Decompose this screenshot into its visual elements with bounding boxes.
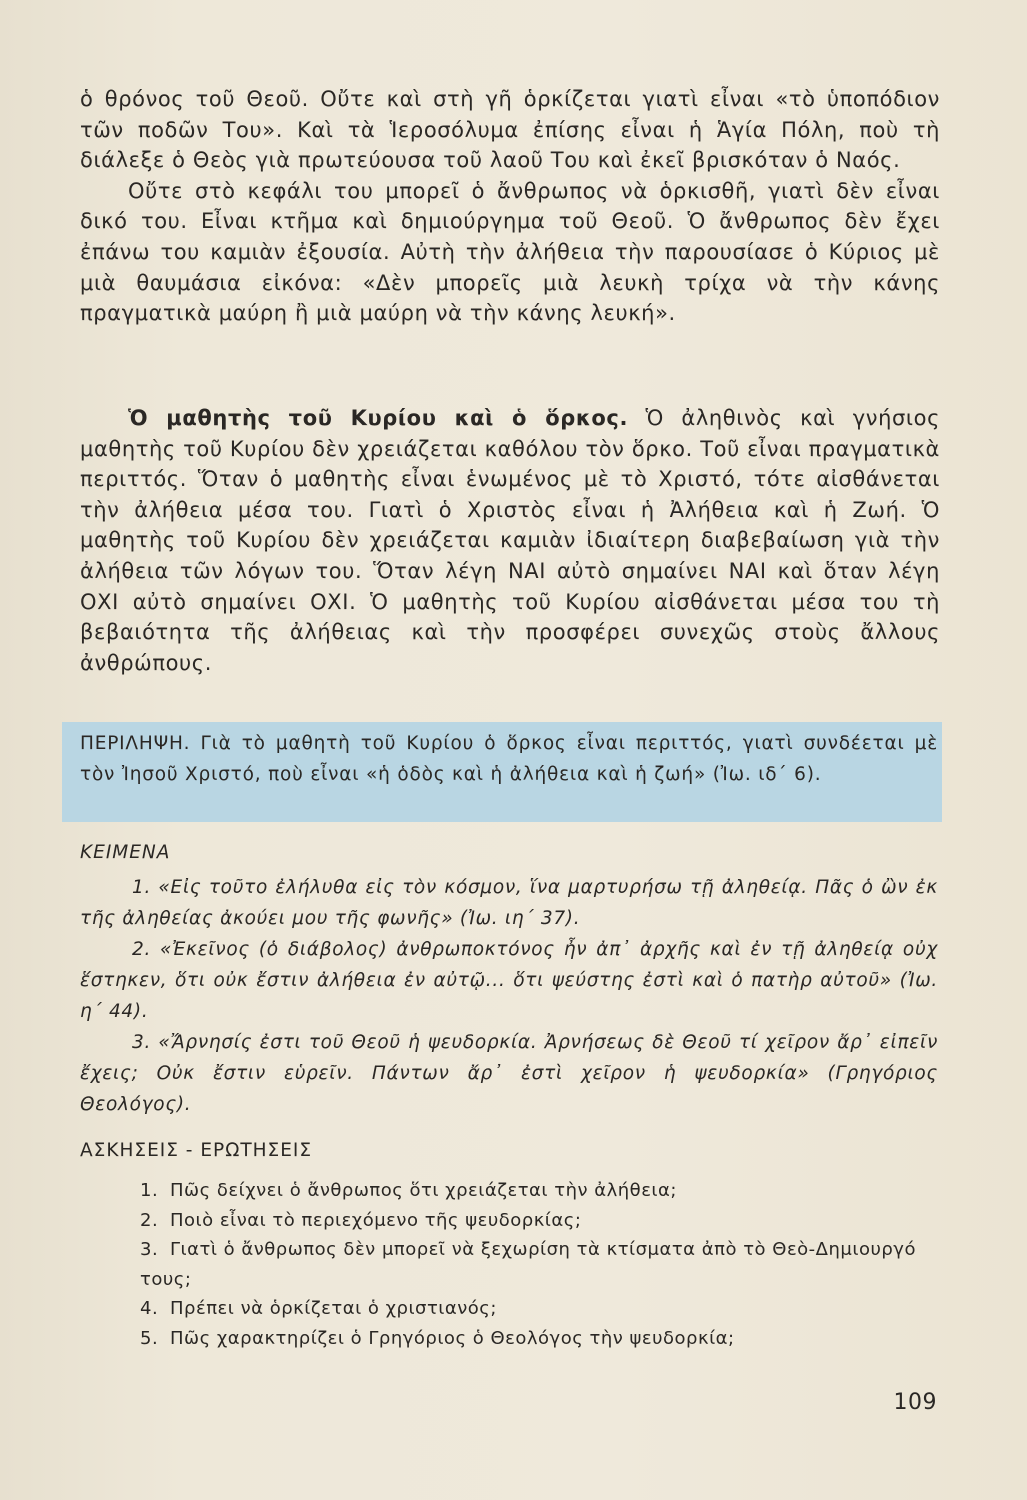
question-number: 2.: [140, 1209, 159, 1231]
intro-paragraph-2: Οὔτε στὸ κεφάλι του μπορεῖ ὁ ἄνθρωπος νὰ ὁρκισθῆ, γιατὶ δὲν εἶναι δικό του. Εἶναι κτῆμα καὶ δημιούργημα τοῦ Θεοῦ. Ὁ ἄνθρωπος δὲν ἔχει ἐπάνω του καμιὰν ἐξουσία. Αὐτὴ τὴν ἀλήθεια τὴν παρουσίασε ὁ Κύριος μὲ μιὰ θαυμάσια εἰκόνα: «Δὲν μπορεῖς μιὰ λευκὴ τρίχα νὰ τὴν κάνης πραγματικὰ μαύρη ἢ μιὰ μαύρη νὰ τὴν κάνης λευκή».: [80, 178, 940, 326]
text-item-2: 2. «Ἐκεῖνος (ὁ διάβολος) ἀνθρωποκτόνος ἦν ἀπ᾿ ἀρχῆς καὶ ἐν τῇ ἀληθείᾳ οὐχ ἕστηκεν, ὅτι οὐκ ἔστιν ἀλήθεια ἐν αὐτῷ... ὅτι ψεύστης ἐστὶ καὶ ὁ πατὴρ αὐτοῦ» (Ἰω. η΄ 44).: [80, 939, 938, 1022]
disciple-section: [80, 403, 940, 678]
question-text: Πρέπει νὰ ὁρκίζεται ὁ χριστιανός;: [170, 1298, 497, 1319]
text-item-3: 3. «Ἄρνησίς ἐστι τοῦ Θεοῦ ἡ ψευδορκία. Ἀρνήσεως δὲ Θεοῦ τί χεῖρον ἄρ᾿ εἰπεῖν ἔχεις; Οὐκ ἔστιν εὑρεῖν. Πάντων ἄρ᾿ ἐστὶ χεῖρον ἡ ψευδορκία» (Γρηγόριος Θεολόγος).: [80, 1032, 938, 1115]
intro-section: [80, 84, 940, 329]
question-number: 4.: [140, 1298, 159, 1319]
intro-paragraph-1: ὁ θρόνος τοῦ Θεοῦ. Οὔτε καὶ στὴ γῆ ὁρκίζεται γιατὶ εἶναι «τὸ ὑποπόδιον τῶν ποδῶν Του». Καὶ τὰ Ἱεροσόλυμα ἐπίσης εἶναι ἡ Ἁγία Πόλη, ποὺ τὴ διάλεξε ὁ Θεὸς γιὰ πρωτεύουσα τοῦ λαοῦ Του καὶ ἐκεῖ βρισκόταν ὁ Ναός.: [80, 87, 940, 173]
question-text: Πῶς δείχνει ὁ ἄνθρωπος ὅτι χρειάζεται τὴν ἀλήθεια;: [170, 1180, 677, 1201]
question-number: 3.: [140, 1239, 159, 1260]
question-text: Ποιὸ εἶναι τὸ περιεχόμενο τῆς ψευδορκίας;: [170, 1209, 582, 1231]
page-number: 109: [893, 1390, 937, 1415]
section-heading: Ὁ μαθητὴς τοῦ Κυρίου καὶ ὁ ὅρκος.: [128, 406, 629, 430]
question-number: 1.: [140, 1180, 159, 1201]
exercises-heading: ΑΣΚΗΣΕΙΣ - ΕΡΩΤΗΣΕΙΣ: [80, 1140, 313, 1161]
question-item-3: [80, 1235, 940, 1294]
text-item-1: 1. «Εἰς τοῦτο ἐλήλυθα εἰς τὸν κόσμον, ἵνα μαρτυρήσω τῇ ἀληθείᾳ. Πᾶς ὁ ὢν ἐκ τῆς ἀληθείας ἀκούει μου τῆς φωνῆς» (Ἰω. ιη΄ 37).: [80, 877, 938, 929]
question-text: Πῶς χαρακτηρίζει ὁ Γρηγόριος ὁ Θεολόγος τὴν ψευδορκία;: [170, 1327, 735, 1349]
texts-heading: ΚΕΙΜΕΝΑ: [80, 842, 171, 863]
disciple-paragraph: [80, 403, 940, 678]
texts-list: [80, 872, 938, 1120]
section-body: Ὁ ἀληθινὸς καὶ γνήσιος μαθητὴς τοῦ Κυρίου δὲν χρειάζεται καθόλου τὸν ὅρκο. Τοῦ εἶναι πραγματικὰ περιττός. Ὅταν ὁ μαθητὴς εἶναι ἑνωμένος μὲ τὸ Χριστό, τότε αἰσθάνεται τὴν ἀλήθεια μέσα του. Γιατὶ ὁ Χριστὸς εἶναι ἡ Ἀλήθεια καὶ ἡ Ζωή. Ὁ μαθητὴς τοῦ Κυρίου δὲν χρειάζεται καμιὰν ἰδιαίτερη διαβεβαίωση γιὰ τὴν ἀλήθεια τῶν λόγων του. Ὅταν λέγη ΝΑΙ αὐτὸ σημαίνει ΝΑΙ καὶ ὅταν λέγη ΟΧΙ αὐτὸ σημαίνει ΟΧΙ. Ὁ μαθητὴς τοῦ Κυρίου αἰσθάνεται μέσα του τὴ βεβαιότητα τῆς ἀλήθειας καὶ τὴν προσφέρει συνεχῶς στοὺς ἄλλους ἀνθρώπους.: [80, 406, 941, 675]
question-item-5: [80, 1324, 940, 1354]
exercises-list: [80, 1176, 940, 1353]
question-item-4: [80, 1294, 940, 1324]
question-item-2: [80, 1206, 940, 1236]
question-text: Γιατὶ ὁ ἄνθρωπος δὲν μπορεῖ νὰ ξεχωρίση τὰ κτίσματα ἀπὸ τὸ Θεὸ-Δημιουργό τους;: [140, 1239, 916, 1290]
summary-text: ΠΕΡΙΛΗΨΗ. Γιὰ τὸ μαθητὴ τοῦ Κυρίου ὁ ὅρκος εἶναι περιττός, γιατὶ συνδέεται μὲ τὸν Ἰησοῦ Χριστό, ποὺ εἶναι «ἡ ὁδὸς καὶ ἡ ἀλήθεια καὶ ἡ ζωή» (Ἰω. ιδ΄ 6).: [80, 733, 938, 785]
question-item-1: [80, 1176, 940, 1206]
question-number: 5.: [140, 1327, 159, 1349]
